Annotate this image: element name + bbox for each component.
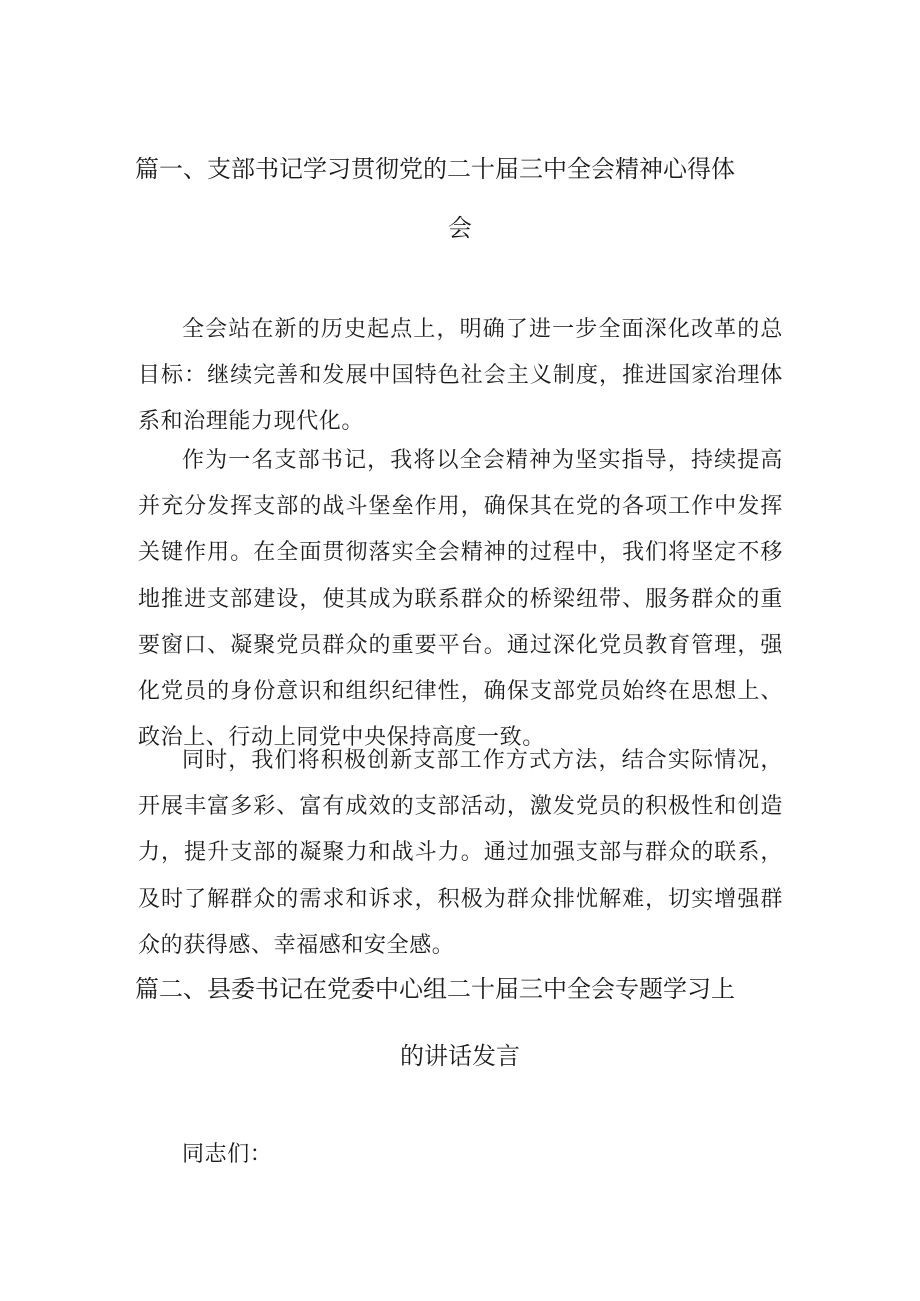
section1-title-line2: 会 xyxy=(448,214,472,242)
salutation: 同志们： xyxy=(182,1142,273,1167)
section1-paragraph-2: 作为一名支部书记，我将以全会精神为坚实指导，持续提高并充分发挥支部的战斗堡垒作用，确保其在党的各项工作中发挥关键作用。在全面贯彻落实全会精神的过程中，我们将坚定不移地推进支部建设，使其成为联系群众的桥梁纽带、服务群众的重要窗口、凝聚党员群众的重要平台。通过深化党员教育管理，强化党员的身份意识和组织纪律性，确保支部党员始终在思想上、政治上、行动上同党中央保持高度一致。 xyxy=(138,448,783,751)
section2-title-line2: 的讲话发言 xyxy=(400,1042,520,1070)
section1-paragraph-3: 同时，我们将积极创新支部工作方式方法，结合实际情况，开展丰富多彩、富有成效的支部活动，激发党员的积极性和创造力，提升支部的凝聚力和战斗力。通过加强支部与群众的联系，及时了解群众的需求和诉求，积极为群众排忧解难，切实增强群众的获得感、幸福感和安全感。 xyxy=(138,748,783,958)
section2-title-line1: 篇二、县委书记在党委中心组二十届三中全会专题学习上 xyxy=(135,975,735,1003)
section1-title-line1: 篇一、支部书记学习贯彻党的二十届三中全会精神心得体 xyxy=(135,155,735,183)
section1-paragraph-1: 全会站在新的历史起点上，明确了进一步全面深化改革的总目标：继续完善和发展中国特色社会主义制度，推进国家治理体系和治理能力现代化。 xyxy=(138,317,783,435)
